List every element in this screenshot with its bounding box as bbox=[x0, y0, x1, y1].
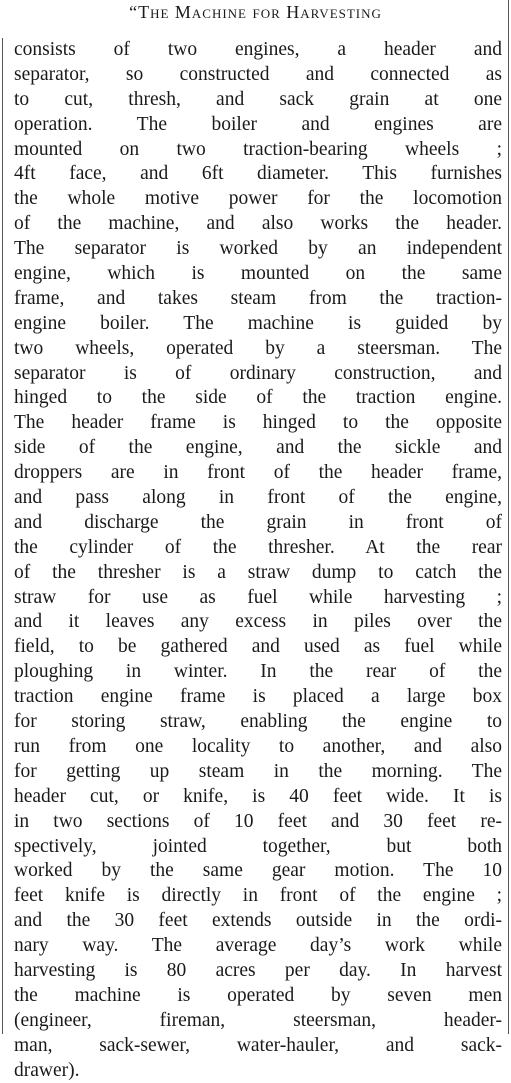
text-line: 4ft face, and 6ft diameter. This furnishes bbox=[14, 163, 502, 185]
text-line: and pass along in front of the engine, bbox=[14, 487, 502, 509]
text-line: the cylinder of the thresher. At the rear bbox=[14, 536, 502, 558]
text-line: harvesting is 80 acres per day. In harvest bbox=[14, 959, 502, 981]
text-line: spectively, jointed together, but both bbox=[14, 835, 502, 857]
text-line: operation. The boiler and engines are bbox=[14, 113, 502, 135]
text-line: feet knife is directly in front of the engine ; bbox=[14, 885, 502, 907]
article-heading: “The Machine for Harvesting bbox=[129, 2, 382, 22]
text-line: straw for use as fuel while harvesting ; bbox=[14, 586, 502, 608]
text-line: side of the engine, and the sickle and bbox=[14, 437, 502, 459]
column-rule-left bbox=[2, 38, 3, 1034]
text-line: of the thresher is a straw dump to catch the bbox=[14, 561, 502, 583]
text-line: two wheels, operated by a steersman. The bbox=[14, 337, 502, 359]
text-line: consists of two engines, a header and bbox=[14, 39, 502, 60]
text-line: traction engine frame is placed a large box bbox=[14, 686, 502, 708]
text-line: drawer). bbox=[14, 1059, 80, 1081]
text-line: droppers are in front of the header frame, bbox=[14, 462, 502, 484]
text-line: The header frame is hinged to the opposite bbox=[14, 412, 502, 434]
text-line: man, sack-sewer, water-hauler, and sack- bbox=[14, 1034, 502, 1056]
text-line: for getting up steam in the morning. The bbox=[14, 760, 502, 782]
text-line: in two sections of 10 feet and 30 feet re- bbox=[14, 810, 502, 832]
text-line: worked by the same gear motion. The 10 bbox=[14, 860, 502, 882]
text-line: header cut, or knife, is 40 feet wide. It is bbox=[14, 785, 502, 807]
article-body bbox=[14, 38, 502, 1083]
text-line: separator, so constructed and connected as bbox=[14, 63, 502, 85]
text-line: and discharge the grain in front of bbox=[14, 511, 502, 533]
text-line: nary way. The average day’s work while bbox=[14, 935, 502, 957]
text-line: and the 30 feet extends outside in the ordi- bbox=[14, 910, 502, 932]
text-line: frame, and takes steam from the traction- bbox=[14, 287, 502, 309]
text-line: (engineer, fireman, steersman, header- bbox=[14, 1009, 502, 1031]
text-line: and it leaves any excess in piles over the bbox=[14, 611, 502, 633]
text-line: run from one locality to another, and also bbox=[14, 735, 502, 757]
text-line: the whole motive power for the locomotion bbox=[14, 188, 502, 210]
text-line: engine, which is mounted on the same bbox=[14, 263, 502, 285]
text-line: engine boiler. The machine is guided by bbox=[14, 312, 502, 334]
text-line: the machine is operated by seven men bbox=[14, 984, 502, 1006]
text-line: to cut, thresh, and sack grain at one bbox=[14, 88, 502, 110]
text-line: ploughing in winter. In the rear of the bbox=[14, 661, 502, 683]
text-line: separator is of ordinary construction, and bbox=[14, 362, 502, 384]
text-line: field, to be gathered and used as fuel while bbox=[14, 636, 502, 658]
text-line: of the machine, and also works the header. bbox=[14, 213, 502, 235]
text-line: hinged to the side of the traction engine. bbox=[14, 387, 502, 409]
text-line: for storing straw, enabling the engine to bbox=[14, 711, 502, 733]
text-line: The separator is worked by an independent bbox=[14, 238, 502, 260]
text-line: mounted on two traction-bearing wheels ; bbox=[14, 138, 502, 160]
column-rule-right bbox=[508, 0, 509, 1034]
